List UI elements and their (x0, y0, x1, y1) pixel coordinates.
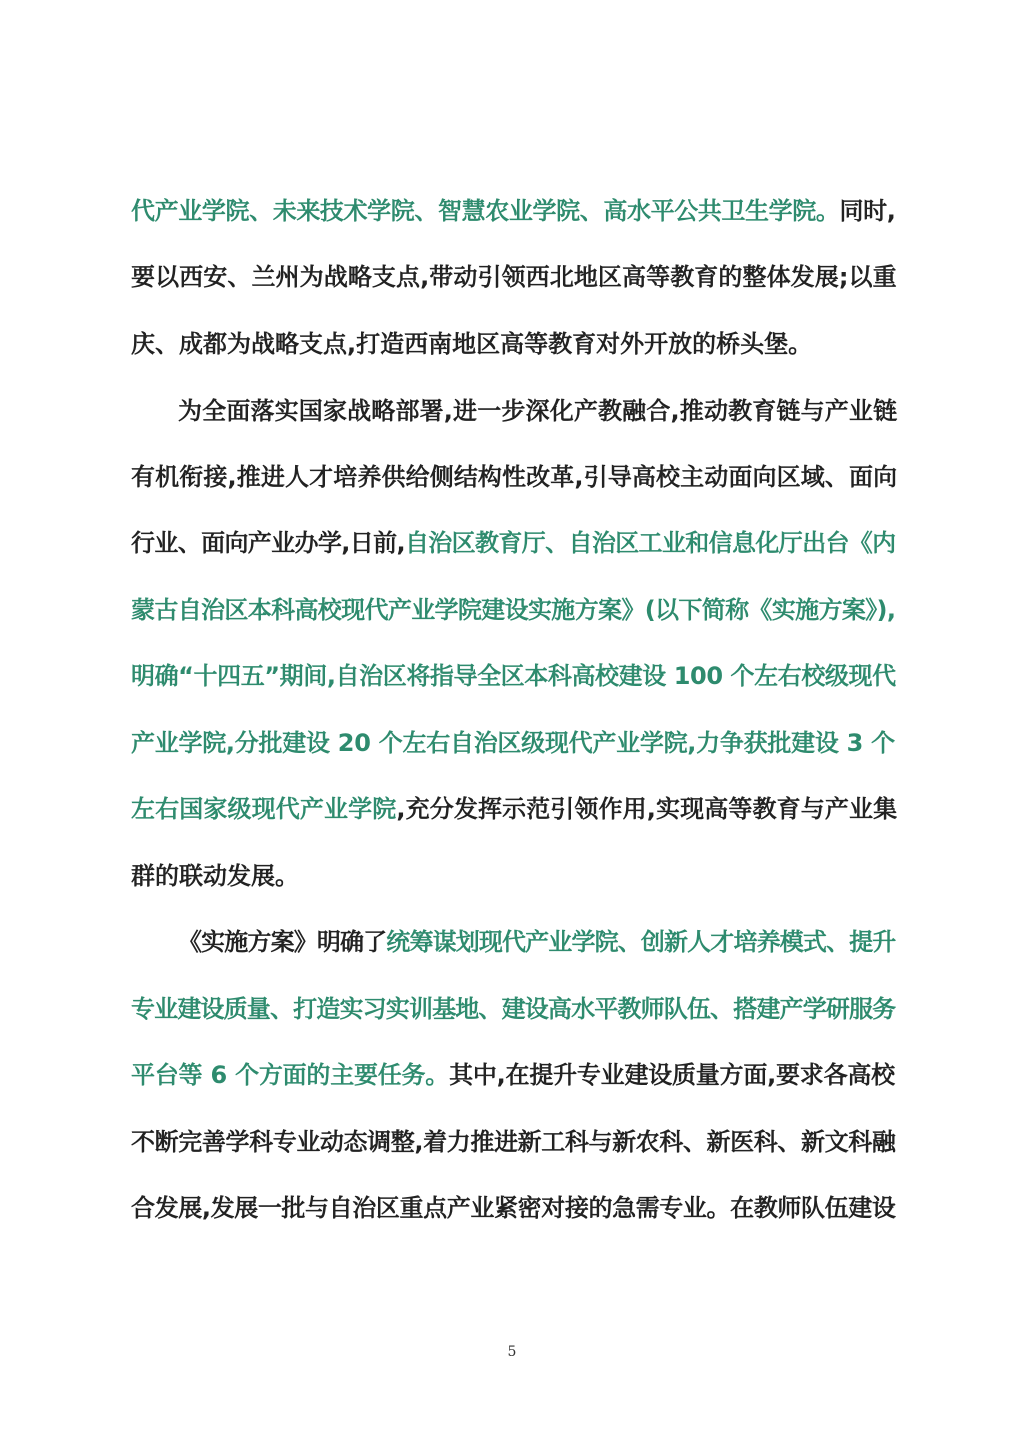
text-line (131, 856, 299, 896)
highlighted-text: 平台等 6 个方面的主要任务。 (131, 1061, 450, 1089)
plain-text: 同时, (839, 197, 896, 225)
plain-text: 为全面落实国家战略部署,进一步深化产教融合,推动教育链与产业链 (178, 397, 898, 425)
highlighted-text: 蒙古自治区本科高校现代产业学院建设实施方案》(以下简称《实施方案》), (131, 596, 896, 624)
text-line (131, 257, 897, 297)
text-line (131, 789, 897, 829)
highlighted-text: 统筹谋划现代产业学院、创新人才培养模式、提升 (386, 928, 896, 956)
plain-text: 不断完善学科专业动态调整,着力推进新工科与新农科、新医科、新文科融 (131, 1128, 896, 1156)
highlighted-text: 代产业学院、未来技术学院、智慧农业学院、高水平公共卫生学院。 (131, 197, 840, 225)
plain-text: 群的联动发展。 (131, 862, 299, 890)
plain-text: 合发展,发展一批与自治区重点产业紧密对接的急需专业。在教师队伍建设 (131, 1194, 896, 1222)
highlighted-text: 产业学院,分批建设 20 个左右自治区级现代产业学院,力争获批建设 3 个 (131, 729, 895, 757)
text-line (131, 523, 896, 563)
highlighted-text: 自治区教育厅、自治区工业和信息化厅出台《内 (404, 529, 896, 557)
text-line (178, 922, 895, 962)
highlighted-text: 专业建设质量、打造实习实训基地、建设高水平教师队伍、搭建产学研服务 (131, 995, 896, 1023)
text-line (131, 723, 895, 763)
plain-text: 行业、面向产业办学,日前, (131, 529, 405, 557)
page-number: 5 (507, 1344, 517, 1360)
text-line (131, 324, 812, 364)
text-line (131, 656, 896, 696)
text-line (131, 457, 897, 497)
text-line (178, 391, 897, 431)
plain-text: 庆、成都为战略支点,打造西南地区高等教育对外开放的桥头堡。 (131, 330, 813, 358)
text-line (131, 1055, 895, 1095)
plain-text: 其中,在提升专业建设质量方面,要求各高校 (449, 1061, 895, 1089)
plain-text: ,充分发挥示范引领作用,实现高等教育与产业集 (396, 795, 898, 823)
highlighted-text: 左右国家级现代产业学院 (131, 795, 397, 823)
text-line (131, 590, 895, 630)
plain-text: 《实施方案》明确了 (178, 928, 387, 956)
text-line (131, 1188, 895, 1228)
text-line (131, 989, 895, 1029)
plain-text: 有机衔接,推进人才培养供给侧结构性改革,引导高校主动面向区域、面向 (131, 463, 898, 491)
plain-text: 要以西安、兰州为战略支点,带动引领西北地区高等教育的整体发展;以重 (131, 263, 897, 291)
text-line (131, 1122, 895, 1162)
text-line (131, 191, 895, 231)
highlighted-text: 明确“十四五”期间,自治区将指导全区本科高校建设 100 个左右校级现代 (131, 662, 896, 690)
